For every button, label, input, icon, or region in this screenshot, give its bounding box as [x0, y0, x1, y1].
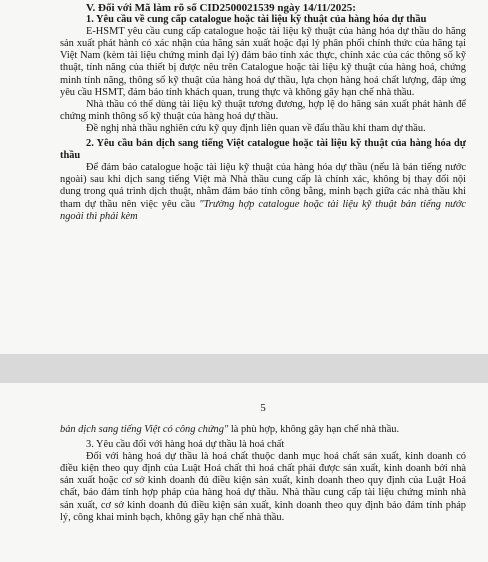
item-2-paragraph-1: [60, 162, 466, 222]
item-1-paragraph-1: E-HSMT yêu cầu cung cấp catalogue hoặc tài liệu kỹ thuật của hàng hóa dự thầu do hãng sản xuất phát hành có xác nhận của hãng sản xuất hoặc đại lý phân phối chính thức của hãng tại Việt Nam (kèm tài liệu chứng minh đại lý) đảm bảo tính xác thực, chính xác của các thông số kỹ thuật, tính năng của thiết bị được nêu trên Catalogue hoặc tài liệu kỹ thuật của hàng hoá, chứng minh tính năng, thông số kỹ thuật của hàng hoá dự thầu, lựa chọn hàng hoá chất lượng, đáp ứng yêu cầu HSMT, đảm bảo tính khách quan, trung thực và không gây hạn chế nhà thầu.: [60, 26, 466, 98]
item-1-paragraph-3: Đề nghị nhà thầu nghiên cứu kỹ quy định liên quan về đấu thầu khi tham dự thầu.: [86, 122, 426, 134]
item-2-continuation-text: là phù hợp, không gây hạn chế nhà thầu.: [228, 424, 400, 435]
item-1-paragraph-2: Nhà thầu có thể dùng tài liệu kỹ thuật tương đương, hợp lệ do hãng sản xuất phát hành để chứng minh thông số kỹ thuật của hàng hoá dự thầu.: [60, 98, 466, 122]
item-3-title: 3. Yêu cầu đối với hàng hoá dự thầu là hoá chất: [86, 439, 285, 451]
item-2-quote-start: "Trường hợp catalogue hoặc tài liệu kỹ thuật bản tiếng nước ngoài thì phải kèm: [60, 198, 466, 222]
item-2-quote-end: bản dịch sang tiếng Việt có công chứng": [60, 424, 229, 435]
document-page-2: [0, 383, 488, 562]
page-number: 5: [260, 402, 266, 414]
item-2-continuation: [60, 424, 466, 436]
section-title: V. Đối với Mã làm rõ số CID2500021539 ngày 14/11/2025:: [86, 2, 356, 14]
item-3-paragraph-1: Đối với hàng hoá dự thầu là hoá chất thuộc danh mục hoá chất sản xuất, kinh doanh có điều kiện theo quy định của Luật Hoá chất thì hoá chất phải được sản xuất, kinh doanh bởi nhà sản xuất hoặc cơ sở kinh doanh đủ điều kiện sản xuất, kinh doanh theo quy định của Luật Hoá chất, bảo đảm tính hợp pháp của hàng hoá dự thầu. Nhà thầu cung cấp tài liệu chứng minh nhà sản xuất, cơ sở kinh doanh đủ điều kiện sản xuất, kinh doanh theo quy định bảo đảm tính pháp lý, công khai minh bạch, không gây hạn chế nhà thầu.: [60, 451, 466, 523]
item-2-paragraph-1-text: Để đảm bảo catalogue hoặc tài liệu kỹ thuật của hàng hóa dự thầu (nếu là bản tiếng nước ngoài) sau khi dịch sang tiếng Việt mà Nhà thầu cung cấp là chính xác, không bị thay đổi nội dung trong quá trình dịch thuật, nhằm đảm bảo tính công bằng, minh bạch giữa các nhà thầu khi tham dự thầu nên việc yêu cầu: [60, 162, 466, 210]
item-1-title: 1. Yêu cầu về cung cấp catalogue hoặc tài liệu kỹ thuật của hàng hóa dự thầu: [86, 14, 427, 26]
item-2-title: 2. Yêu cầu bản dịch sang tiếng Việt catalogue hoặc tài liệu kỹ thuật của hàng hóa dự thầu: [60, 138, 466, 162]
